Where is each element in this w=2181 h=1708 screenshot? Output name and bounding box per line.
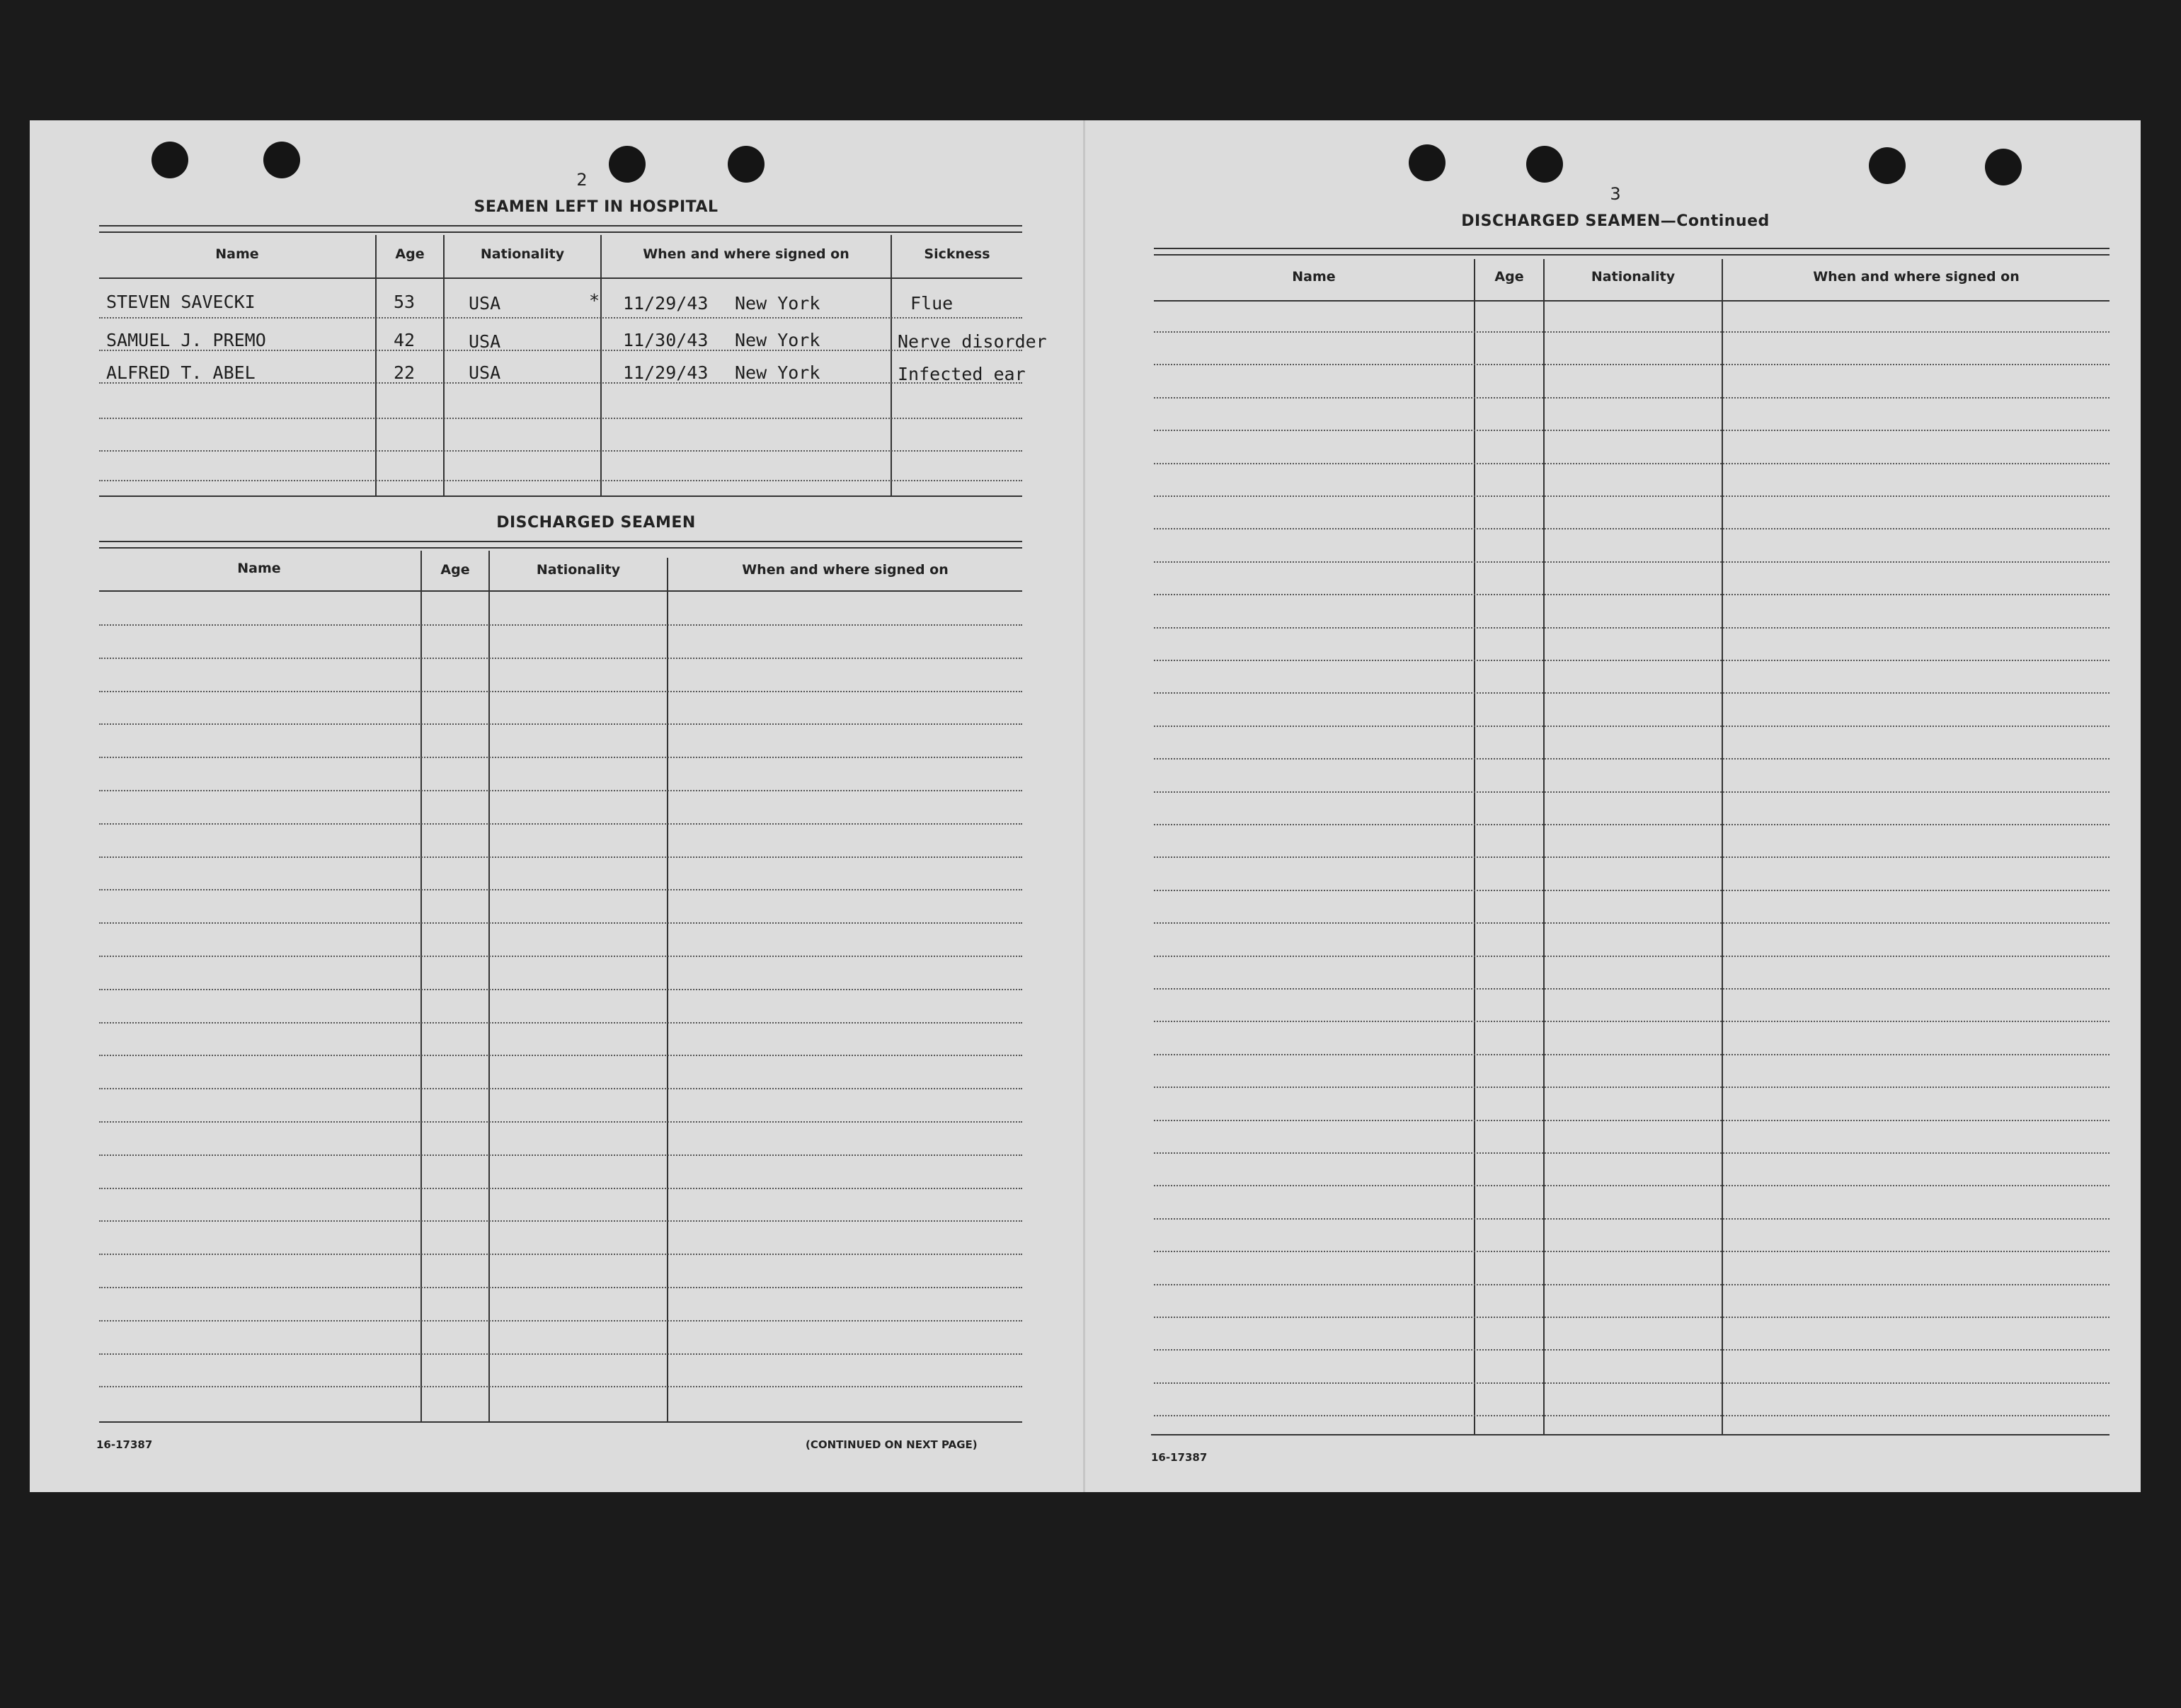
binder-hole-1 (151, 142, 188, 178)
signed-on-place: New York (735, 293, 820, 314)
hospital-table-bottom-rule (99, 495, 1022, 497)
ruled-row-line (99, 823, 1022, 825)
hospital-section-title: SEAMEN LEFT IN HOSPITAL (474, 198, 719, 216)
discharged-col-divider (420, 551, 422, 1421)
ruled-row-line (99, 1353, 1022, 1355)
ruled-row-line (99, 956, 1022, 957)
seaman-nationality: USA (469, 331, 501, 352)
form-number-left: 16-17387 (96, 1438, 153, 1451)
ruled-row-line (99, 1188, 1022, 1189)
ruled-row-line (1154, 1021, 2110, 1022)
binder-hole-8 (1985, 149, 2022, 185)
seaman-nationality: USA (469, 293, 501, 314)
hospital-row-line (99, 480, 1022, 481)
ruled-row-line (1154, 922, 2110, 924)
ruled-row-line (1154, 594, 2110, 595)
seaman-name: SAMUEL J. PREMO (106, 330, 266, 350)
ruled-row-line (99, 723, 1022, 725)
discharged-right-col-divider (1722, 259, 1723, 1434)
form-number-right: 16-17387 (1151, 1451, 1208, 1464)
ruled-row-line (1154, 331, 2110, 333)
ruled-row-line (1154, 956, 2110, 957)
ruled-row-line (99, 1022, 1022, 1024)
ruled-row-line (99, 691, 1022, 692)
hospital-col-age: Age (395, 246, 425, 262)
hospital-col-nationality: Nationality (480, 246, 565, 262)
discharged-right-bottom-rule (1151, 1434, 2110, 1435)
ruled-row-line (1154, 1251, 2110, 1252)
ruled-row-line (1154, 1087, 2110, 1088)
discharged-col-nationality: Nationality (536, 562, 621, 578)
discharged-table-bottom-rule (99, 1421, 1022, 1423)
hospital-row-line (99, 450, 1022, 452)
binder-hole-6 (1526, 146, 1563, 183)
ruled-row-line (99, 790, 1022, 791)
hospital-col-sickness: Sickness (924, 246, 990, 262)
ruled-row-line (1154, 1054, 2110, 1055)
ruled-row-line (1154, 1218, 2110, 1220)
hospital-col-divider (375, 235, 377, 497)
ruled-row-line (1154, 758, 2110, 760)
hospital-row-line (99, 317, 1022, 319)
discharged-right-col-age: Age (1494, 269, 1524, 285)
signed-on-date: 11/29/43 (623, 362, 709, 383)
binder-hole-7 (1869, 147, 1906, 184)
ruled-row-line (1154, 1185, 2110, 1186)
discharged-right-col-nationality: Nationality (1591, 269, 1676, 285)
hospital-col-name: Name (215, 246, 259, 262)
seaman-name: STEVEN SAVECKI (106, 292, 256, 312)
ruled-row-line (1154, 1284, 2110, 1285)
discharged-col-divider (488, 551, 490, 1421)
page-fold (1083, 120, 1085, 1492)
ruled-row-line (99, 757, 1022, 758)
right-page-number: 3 (1610, 184, 1621, 204)
ruled-row-line (99, 856, 1022, 858)
ruled-row-line (1154, 561, 2110, 563)
discharged-col-age: Age (440, 562, 470, 578)
hospital-col-signed-on: When and where signed on (643, 246, 849, 262)
ruled-row-line (1154, 627, 2110, 629)
ruled-row-line (99, 658, 1022, 659)
seaman-name: ALFRED T. ABEL (106, 362, 256, 383)
ruled-row-line (1154, 1120, 2110, 1121)
ruled-row-line (99, 1121, 1022, 1123)
ruled-row-line (1154, 1317, 2110, 1318)
signed-on-date: 11/29/43 (623, 293, 709, 314)
ruled-row-line (1154, 430, 2110, 431)
seaman-age: 22 (394, 362, 416, 383)
binder-hole-5 (1409, 144, 1446, 181)
discharged-right-header-rule (1154, 300, 2110, 302)
ruled-row-line (1154, 726, 2110, 727)
ruled-row-line (1154, 692, 2110, 694)
binder-hole-4 (728, 146, 765, 183)
hospital-row-line (99, 418, 1022, 419)
ruled-row-line (1154, 528, 2110, 529)
sickness: Nerve disorder (898, 331, 1047, 352)
ruled-row-line (1154, 495, 2110, 497)
ruled-row-line (99, 1220, 1022, 1222)
sickness: Infected ear (898, 364, 1026, 384)
ruled-row-line (99, 1055, 1022, 1056)
ruled-row-line (99, 624, 1022, 626)
hospital-col-divider (443, 235, 445, 497)
ruled-row-line (99, 1320, 1022, 1322)
discharged-right-col-divider (1474, 259, 1475, 1434)
discharged-section-title: DISCHARGED SEAMEN (496, 514, 696, 532)
ruled-row-line (1154, 364, 2110, 365)
asterisk-mark: * (589, 290, 600, 311)
ruled-row-line (1154, 397, 2110, 399)
ruled-row-line (1154, 890, 2110, 891)
document-sheet (30, 120, 2141, 1492)
ruled-row-line (99, 1254, 1022, 1255)
ruled-row-line (1154, 1349, 2110, 1351)
signed-on-date: 11/30/43 (623, 330, 709, 350)
binder-hole-2 (263, 142, 300, 178)
ruled-row-line (99, 1386, 1022, 1387)
ruled-row-line (99, 922, 1022, 924)
left-page-number: 2 (576, 170, 588, 190)
right-page-title: DISCHARGED SEAMEN—Continued (1461, 212, 1770, 230)
ruled-row-line (1154, 1382, 2110, 1384)
discharged-right-top-rule (1154, 248, 2110, 256)
discharged-right-col-name: Name (1292, 269, 1336, 285)
ruled-row-line (99, 1154, 1022, 1156)
ruled-row-line (99, 889, 1022, 890)
seaman-age: 42 (394, 330, 416, 350)
ruled-row-line (99, 1088, 1022, 1089)
ruled-row-line (99, 1287, 1022, 1288)
ruled-row-line (99, 989, 1022, 990)
seaman-nationality: USA (469, 362, 501, 383)
discharged-col-signed-on: When and where signed on (742, 562, 949, 578)
ruled-row-line (1154, 988, 2110, 990)
discharged-header-rule (99, 590, 1022, 592)
ruled-row-line (1154, 856, 2110, 858)
ruled-row-line (1154, 463, 2110, 464)
ruled-row-line (1154, 791, 2110, 793)
continued-note: (CONTINUED ON NEXT PAGE) (806, 1438, 978, 1451)
hospital-table-top-rule (99, 225, 1022, 233)
hospital-col-divider (600, 235, 602, 497)
signed-on-place: New York (735, 362, 820, 383)
ruled-row-line (1154, 1152, 2110, 1154)
ruled-row-line (1154, 824, 2110, 825)
discharged-right-col-divider (1543, 259, 1545, 1434)
discharged-right-col-signed-on: When and where signed on (1813, 269, 2020, 285)
hospital-col-divider (891, 235, 892, 497)
sickness: Flue (910, 293, 954, 314)
hospital-header-rule (99, 277, 1022, 279)
seaman-age: 53 (394, 292, 416, 312)
signed-on-place: New York (735, 330, 820, 350)
discharged-table-top-rule (99, 541, 1022, 549)
discharged-col-name: Name (237, 561, 281, 576)
ruled-row-line (1154, 1415, 2110, 1416)
ruled-row-line (1154, 660, 2110, 661)
